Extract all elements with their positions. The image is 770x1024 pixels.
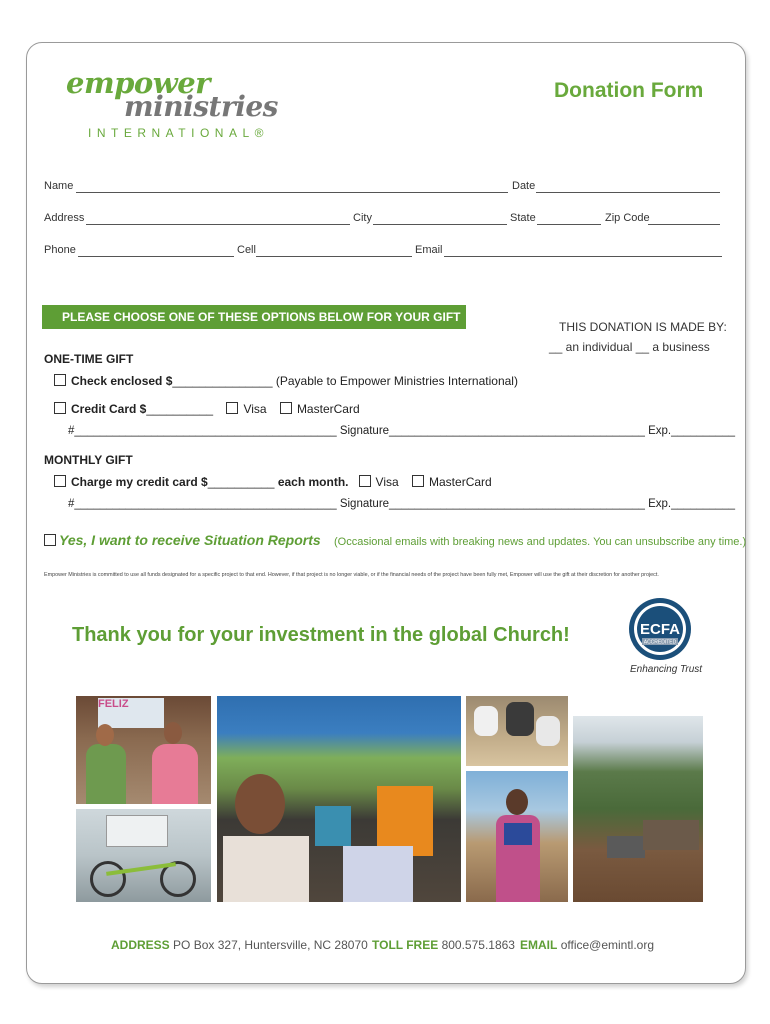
photo-wall-poster xyxy=(106,815,168,847)
photo-bicycle-wheel xyxy=(90,861,126,897)
photo-hut xyxy=(643,820,699,850)
name-label: Name xyxy=(44,180,74,192)
checkbox-icon[interactable] xyxy=(54,402,66,414)
credit-card-row xyxy=(54,402,360,416)
mastercard-label: MasterCard xyxy=(296,402,360,416)
name-field[interactable] xyxy=(76,192,508,193)
ecfa-tagline: Enhancing Trust xyxy=(630,664,703,675)
made-by-options[interactable]: __ an individual __ a business xyxy=(549,340,710,354)
checkbox-icon[interactable] xyxy=(226,402,238,414)
date-field[interactable] xyxy=(536,192,720,193)
photo-book xyxy=(504,823,532,845)
photo-person-head xyxy=(96,724,114,746)
photo-family xyxy=(76,696,211,804)
photo-person-head xyxy=(164,722,182,744)
address-field[interactable] xyxy=(86,224,350,225)
cell-field[interactable] xyxy=(256,256,412,257)
photo-hut xyxy=(607,836,645,858)
checkbox-icon[interactable] xyxy=(412,475,424,487)
date-label: Date xyxy=(512,180,536,192)
footer-tollfree xyxy=(372,938,515,952)
phone-label: Phone xyxy=(44,244,76,256)
situation-reports-note: (Occasional emails with breaking news and updates. You can unsubscribe any time.) xyxy=(334,536,747,548)
photo-person xyxy=(474,706,498,736)
situation-reports-label: Yes, I want to receive Situation Reports xyxy=(59,532,321,548)
photo-person-man xyxy=(86,744,126,804)
photo-crowd xyxy=(217,696,461,902)
photo-bicycle xyxy=(76,809,211,902)
checkbox-icon[interactable] xyxy=(54,374,66,386)
thank-you-heading: Thank you for your investment in the global Church! xyxy=(72,624,570,646)
credit-amount-field[interactable]: __________ xyxy=(146,402,214,416)
zip-label: Zip Code xyxy=(605,212,650,224)
form-title: Donation Form xyxy=(554,79,704,102)
monthly-charge-row xyxy=(54,475,492,489)
made-by-title: THIS DONATION IS MADE BY: xyxy=(559,320,727,334)
photo-person xyxy=(536,716,560,746)
ecfa-acronym: ECFA xyxy=(639,621,681,638)
one-time-card-line[interactable]: #_________________________________________ Signature________________________________________ Exp.__________ xyxy=(68,425,736,437)
photo-sign: FELIZ xyxy=(98,698,164,728)
logo-word-international: INTERNATIONAL® xyxy=(88,126,269,140)
situation-reports-row xyxy=(44,532,746,550)
state-label: State xyxy=(510,212,536,224)
photo-face xyxy=(506,789,528,815)
monthly-card-line[interactable]: #_________________________________________ Signature________________________________________ Exp.__________ xyxy=(68,498,736,510)
cell-label: Cell xyxy=(237,244,256,256)
state-field[interactable] xyxy=(537,224,601,225)
photo-mountain-village xyxy=(573,716,703,902)
photo-shirt xyxy=(223,836,309,902)
ecfa-badge-text: ACCREDITED xyxy=(643,639,677,646)
photo-person xyxy=(506,702,534,736)
checkbox-icon[interactable] xyxy=(359,475,371,487)
tollfree-label: TOLL FREE xyxy=(372,938,439,952)
email-field[interactable] xyxy=(444,256,722,257)
zip-field[interactable] xyxy=(648,224,720,225)
photo-face xyxy=(235,774,285,834)
photo-shirt xyxy=(315,806,351,846)
visa-label: Visa xyxy=(243,402,267,416)
address-label: Address xyxy=(44,212,85,224)
checkbox-icon[interactable] xyxy=(44,534,56,546)
check-enclosed-label: Check enclosed $ xyxy=(71,374,173,388)
photo-shirt xyxy=(343,846,413,902)
photo-woman-bible xyxy=(466,771,568,902)
each-month-label: each month. xyxy=(277,475,349,489)
check-amount-field[interactable]: _______________ xyxy=(172,374,273,388)
logo-word-ministries: ministries xyxy=(124,90,278,123)
address-value: PO Box 327, Huntersville, NC 28070 xyxy=(173,938,368,952)
phone-field[interactable] xyxy=(78,256,234,257)
visa-label: Visa xyxy=(375,475,399,489)
ecfa-seal-icon xyxy=(628,597,692,661)
monthly-amount-field[interactable]: __________ xyxy=(207,475,275,489)
email-label: EMAIL xyxy=(520,938,558,952)
footer-email xyxy=(520,938,654,952)
checkbox-icon[interactable] xyxy=(54,475,66,487)
email-label: Email xyxy=(415,244,443,256)
city-label: City xyxy=(353,212,372,224)
tollfree-value: 800.575.1863 xyxy=(441,938,515,952)
monthly-heading: MONTHLY GIFT xyxy=(44,453,133,467)
email-value[interactable]: office@emintl.org xyxy=(560,938,655,952)
credit-card-label: Credit Card $ xyxy=(71,402,147,416)
one-time-heading: ONE-TIME GIFT xyxy=(44,352,134,366)
check-enclosed-row xyxy=(54,374,518,388)
fine-print: Empower Ministries is committed to use all funds designated for a specific project to that end. However, if that project is no longer viable, or if the financial needs of the project have been fully met, Empower will use the gift at their discretion for another project. xyxy=(44,572,659,578)
check-payable-note: (Payable to Empower Ministries International) xyxy=(275,374,518,388)
logo-word-empower: empower xyxy=(66,66,210,100)
charge-label: Charge my credit card $ xyxy=(71,475,208,489)
city-field[interactable] xyxy=(373,224,507,225)
checkbox-icon[interactable] xyxy=(280,402,292,414)
options-banner: PLEASE CHOOSE ONE OF THESE OPTIONS BELOW FOR YOUR GIFT xyxy=(42,305,466,329)
address-label: ADDRESS xyxy=(111,938,170,952)
photo-group-reading xyxy=(466,696,568,766)
photo-person-woman xyxy=(152,744,198,804)
mastercard-label: MasterCard xyxy=(429,475,492,489)
footer-address xyxy=(111,938,368,952)
